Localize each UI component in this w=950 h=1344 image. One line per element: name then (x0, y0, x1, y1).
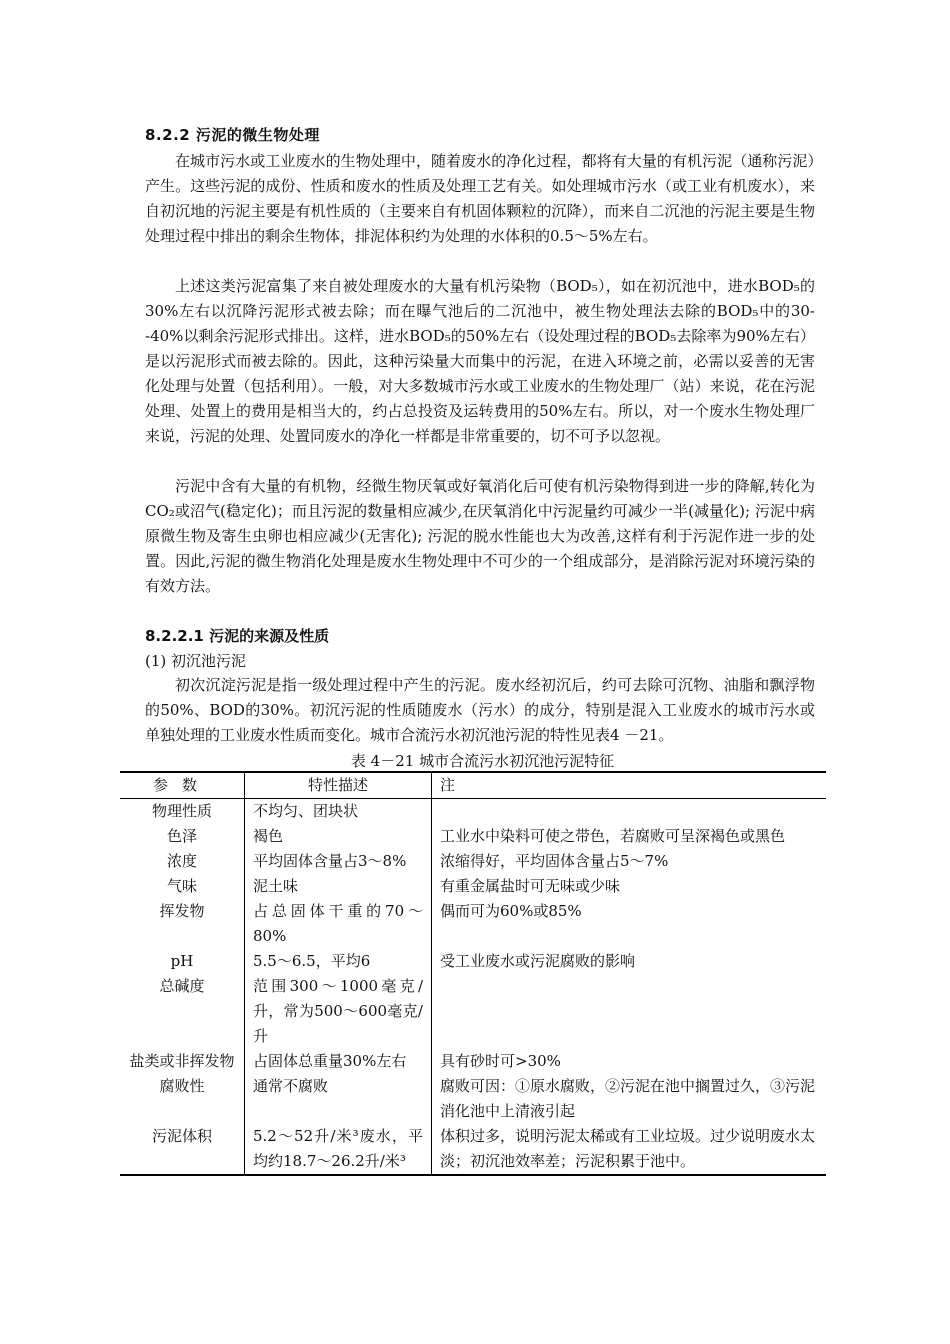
cell-note: 具有砂时可>30% (440, 1052, 561, 1070)
cell-note: 腐败可因：①原水腐败，②污泥在池中搁置过久，③污泥消化池中上清液引起 (440, 1077, 816, 1120)
cell-note: 工业水中染料可使之带色，若腐败可呈深褐色或黑色 (440, 827, 786, 845)
cell-description: 褐色 (245, 824, 432, 849)
cell-param: 色泽 (120, 824, 245, 849)
cell-description: 通常不腐败 (245, 1074, 432, 1124)
paragraph-2: 上述这类污泥富集了来自被处理废水的大量有机污染物（BOD₅），如在初沉池中，进水BOD₅的30%左右以沉降污泥形式被去除；而在曝气池后的二沉池中，被生物处理法去除的BOD₅中的30--40%以剩余污泥形式排出。这样，进水BOD₅的50%左右（设处理过程的BOD₅去除率为90%左右）是以污泥形式而被去除的。因此，这种污染量大而集中的污泥，在进入环境之前，必需以妥善的无害化处理与处置（包括利用）。一般，对大多数城市污水或工业废水的生物处理厂（站）来说，花在污泥处理、处置上的费用是相当大的，约占总投资及运转费用的50%左右。所以，对一个废水生物处理厂来说，污泥的处理、处置同废水的净化一样都是非常重要的，切不可予以忽视。 (145, 277, 815, 445)
cell-description: 5.5～6.5，平均6 (245, 949, 432, 974)
cell-param: 腐败性 (120, 1074, 245, 1124)
table-header-row (120, 772, 826, 799)
cell-description: 泥土味 (245, 874, 432, 899)
cell-param: 浓度 (120, 849, 245, 874)
header-description: 特性描述 (245, 772, 432, 799)
table-row (120, 849, 826, 874)
cell-description: 占总固体干重的70～80% (245, 899, 432, 949)
cell-note: 偶而可为60%或85% (440, 902, 582, 920)
cell-description: 范围300～1000毫克/升，常为500～600毫克/升 (245, 974, 432, 1049)
cell-note: 体积过多，说明污泥太稀或有工业垃圾。过少说明废水太淡；初沉池效率差；污泥积累于池中。 (432, 1124, 827, 1175)
cell-param: 气味 (120, 874, 245, 899)
table-row (120, 874, 826, 899)
paragraph-1: 在城市污水或工业废水的生物处理中，随着废水的净化过程，都将有大量的有机污泥（通称污泥）产生。这些污泥的成份、性质和废水的性质及处理工艺有关。如处理城市污水（或工业有机废水），来自初沉地的污泥主要是有机性质的（主要来自有机固体颗粒的沉降），而来自二沉池的污泥主要是生物处理过程中排出的剩余生物体，排泥体积约为处理的水体积的0.5～5%左右。 (145, 152, 815, 245)
cell-param: 总碱度 (120, 974, 245, 1049)
paragraph-4: 初次沉淀污泥是指一级处理过程中产生的污泥。废水经初沉后，约可去除可沉物、油脂和飘浮物的50%、BOD的30%。初沉污泥的性质随废水（污水）的成分，特别是混入工业废水的城市污水或单独处理的工业废水性质而变化。城市合流污水初沉池污泥的特性见表4 －21。 (145, 676, 815, 744)
table-caption: 表 4－21 城市合流污水初沉池污泥特征 (350, 752, 615, 770)
table-row (120, 899, 826, 949)
cell-description: 平均固体含量占3～8% (245, 849, 432, 874)
cell-note: 受工业废水或污泥腐败的影响 (440, 952, 636, 970)
header-note: 注 (432, 772, 827, 799)
cell-description: 5.2～52升/米³废水，平均约18.7～26.2升/米³ (245, 1124, 432, 1175)
table-row (120, 1049, 826, 1074)
table-row (120, 974, 826, 1049)
subsection-heading: 8.2.2.1 污泥的来源及性质 (145, 627, 330, 645)
cell-param: 挥发物 (120, 899, 245, 949)
table-row (120, 1074, 826, 1124)
table-row (120, 824, 826, 849)
cell-param: 盐类或非挥发物 (120, 1049, 245, 1074)
sludge-properties-table (120, 771, 826, 1176)
cell-note: 浓缩得好，平均固体含量占5～7% (440, 852, 669, 870)
cell-param: 污泥体积 (120, 1124, 245, 1175)
cell-note (432, 799, 827, 825)
cell-description: 占固体总重量30%左右 (245, 1049, 432, 1074)
cell-note (432, 974, 827, 1049)
cell-param: 物理性质 (120, 799, 245, 825)
paragraph-3: 污泥中含有大量的有机物，经微生物厌氧或好氧消化后可使有机污染物得到进一步的降解,转化为CO₂或沼气(稳定化)；而且污泥的数量相应减少,在厌氧消化中污泥量约可减少一半(减量化); 污泥中病原微生物及寄生虫卵也相应减少(无害化); 污泥的脱水性能也大为改善,这样有利于污泥作进一步的处置。因此,污泥的微生物消化处理是废水生物处理中不可少的一个组成部分，是消除污泥对环境污染的有效方法。 (145, 477, 815, 595)
table-row (120, 949, 826, 974)
cell-param: pH (120, 949, 245, 974)
table-row (120, 1124, 826, 1175)
item-heading: (1) 初沉池污泥 (145, 652, 247, 670)
cell-description: 不均匀、团块状 (245, 799, 432, 825)
header-param: 参数 (120, 772, 245, 799)
cell-note: 有重金属盐时可无味或少味 (440, 877, 621, 895)
table-row (120, 799, 826, 825)
section-heading: 8.2.2 污泥的微生物处理 (145, 126, 320, 144)
